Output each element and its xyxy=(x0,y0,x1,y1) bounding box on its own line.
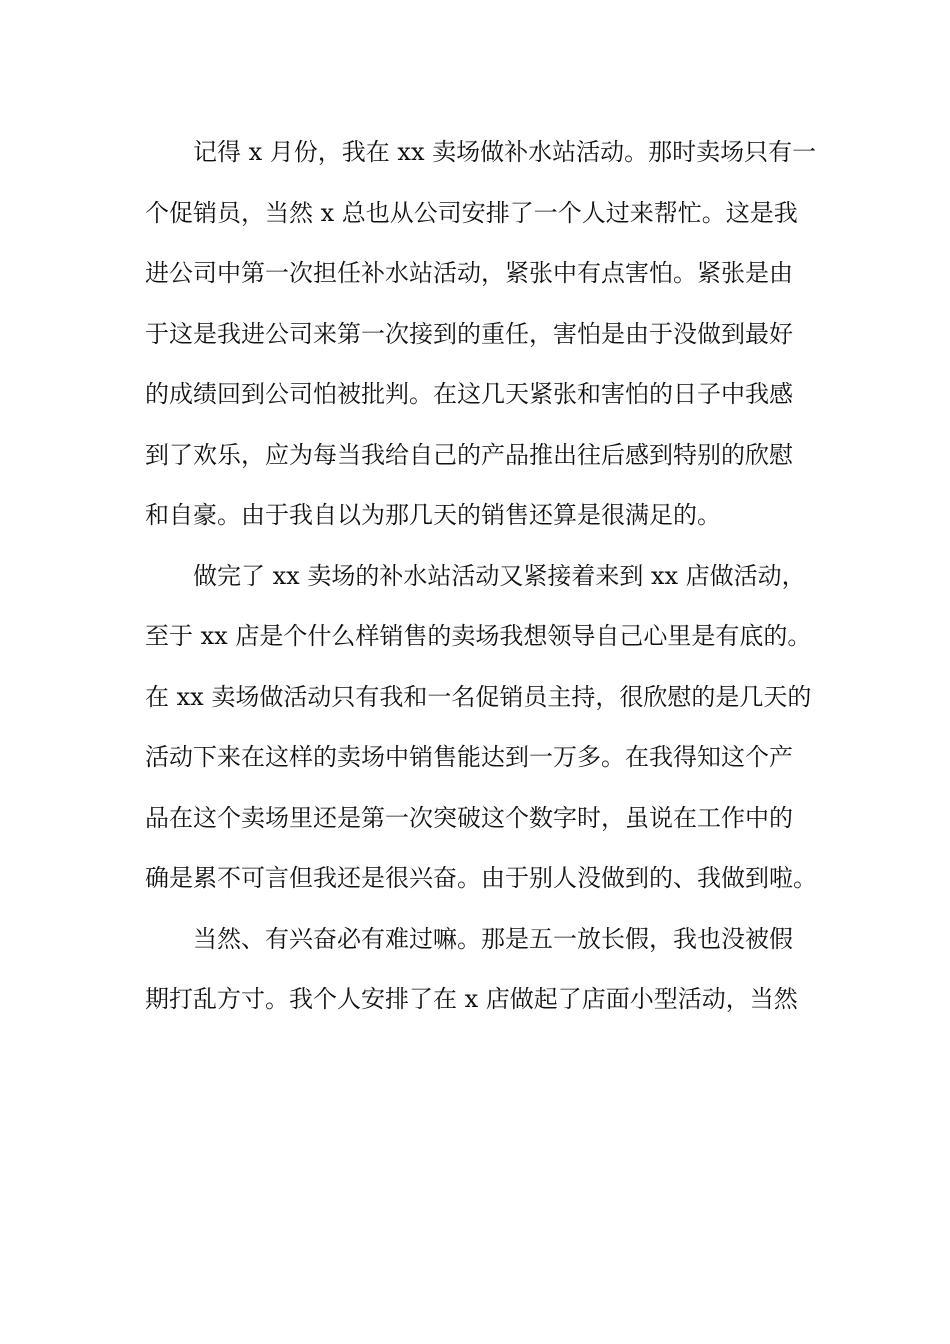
text-line: 记得 x 月份，我在 xx 卖场做补水站活动。那时卖场只有一 xyxy=(193,138,817,166)
text-line: 个促销员，当然 x 总也从公司安排了一个人过来帮忙。这是我 xyxy=(145,198,798,227)
text-line: 和自豪。由于我自以为那几天的销售还算是很满足的。 xyxy=(145,501,721,529)
body-text xyxy=(145,122,817,1030)
text-line: 至于 xx 店是个什么样销售的卖场我想领导自己心里是有底的。 xyxy=(145,622,812,650)
text-line: 品在这个卖场里还是第一次突破这个数字时，虽说在工作中的 xyxy=(145,803,793,832)
text-line: 到了欢乐，应为每当我给自己的产品推出往后感到特别的欣慰 xyxy=(145,440,793,469)
text-line: 进公司中第一次担任补水站活动，紧张中有点害怕。紧张是由 xyxy=(145,259,793,287)
text-line: 于这是我进公司来第一次接到的重任，害怕是由于没做到最好 xyxy=(145,319,793,348)
text-line: 当然、有兴奋必有难过嘛。那是五一放长假，我也没被假 xyxy=(193,924,793,953)
text-line: 做完了 xx 卖场的补水站活动又紧接着来到 xx 店做活动， xyxy=(193,561,806,590)
text-line: 在 xx 卖场做活动只有我和一名促销员主持，很欣慰的是几天的 xyxy=(145,682,812,711)
text-line: 期打乱方寸。我个人安排了在 x 店做起了店面小型活动，当然 xyxy=(145,985,798,1013)
text-line: 确是累不可言但我还是很兴奋。由于别人没做到的、我做到啦。 xyxy=(145,864,817,892)
text-line: 的成绩回到公司怕被批判。在这几天紧张和害怕的日子中我感 xyxy=(145,380,793,408)
text-line: 活动下来在这样的卖场中销售能达到一万多。在我得知这个产 xyxy=(145,743,793,771)
